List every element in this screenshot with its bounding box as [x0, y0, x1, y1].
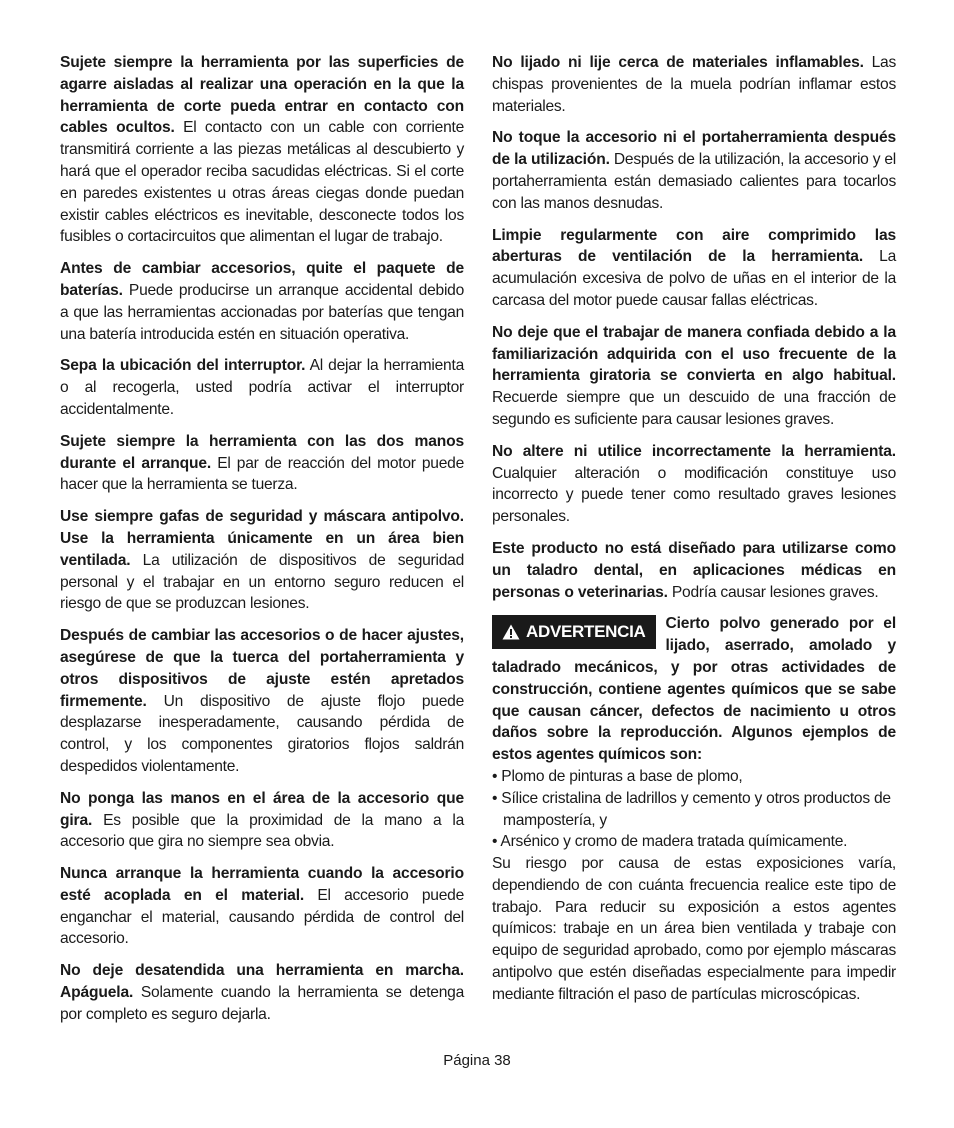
safety-paragraph: Sujete siempre la herramienta por las superficies de agarre aisladas al realizar una operación en la que la herramienta de corte pueda entrar en contacto con cables ocultos. El contacto con un cable con corriente transmitirá corriente a las piezas metálicas al descubierto y hará que el operador reciba sacudidas eléctricas. Si el corte en paredes existentes u otras áreas ciegas donde puedan existir cables eléctricos es inevitable, desconecte todos los fusibles o cortacircuitos que alimentan el lugar de trabajo. [60, 54, 465, 246]
list-item: • Sílice cristalina de ladrillos y cemento y otros productos de mampostería, y [492, 789, 891, 829]
safety-paragraph: Nunca arranque la herramienta cuando la accesorio esté acoplada en el material. El accesorio puede enganchar el material, causando pérdida de control del accesorio. [60, 865, 464, 948]
safety-paragraph: Antes de cambiar accesorios, quite el paquete de baterías. Puede producirse un arranque accidental debido a que las herramientas accionadas por baterías que tengan una batería introducida estén en situación operativa. [60, 260, 464, 343]
safety-paragraph: Sepa la ubicación del interruptor. Al dejar la herramienta o al recogerla, usted podría activar el interruptor accidentalmente. [60, 357, 464, 418]
warning-label: ADVERTENCIA [526, 622, 646, 642]
safety-paragraph: No deje que el trabajar de manera confiada debido a la familiarización adquirida con el uso frecuente de la herramienta giratoria se convierta en algo habitual. Recuerde siempre que un descuido de una fracción de segundo es suficiente para causar lesiones graves. [492, 323, 896, 428]
chemical-list [492, 766, 896, 853]
safety-paragraph: Use siempre gafas de seguridad y máscara antipolvo. Use la herramienta únicamente en un área bien ventilada. La utilización de dispositivos de seguridad personal y el trabajar en un entorno seguro reducen el riesgo de que se produzcan lesiones. [60, 508, 464, 613]
warning-triangle-icon [502, 624, 520, 640]
list-item: • Arsénico y cromo de madera tratada químicamente. [492, 833, 848, 851]
right-column [492, 52, 896, 1016]
safety-paragraph: No deje desatendida una herramienta en marcha. Apáguela. Solamente cuando la herramienta se detenga por completo es seguro dejarla. [60, 962, 464, 1023]
list-item: • Plomo de pinturas a base de plomo, [492, 767, 743, 785]
warning-text: Cierto polvo generado por el lijado, aserrado, amolado y taladrado mecánicos, y por otras actividades de construcción, contiene agentes químicos que se sabe que causan cáncer, defectos de nacimiento u otros daños sobre la reproducción. Algunos ejemplos de estos agentes químicos son: [492, 615, 896, 764]
warning-badge [492, 615, 656, 649]
page-number: Página 38 [443, 1052, 511, 1069]
safety-paragraph: No ponga las manos en el área de la accesorio que gira. Es posible que la proximidad de la mano a la accesorio que gira no siempre sea obvia. [60, 789, 464, 851]
safety-paragraph: No toque la accesorio ni el portaherramienta después de la utilización. Después de la utilización, la accesorio y el portaherramienta están demasiado calientes para tocarlos con las manos desnudas. [492, 129, 896, 212]
safety-paragraph: Después de cambiar las accesorios o de hacer ajustes, asegúrese de que la tuerca del portaherramienta y otros dispositivos de ajuste estén apretados firmemente. Un dispositivo de ajuste flojo puede desplazarse inesperadamente, causando pérdida de control, y los componentes giratorios flojos saldrán despedidos violentamente. [60, 627, 464, 775]
left-column [60, 52, 464, 1036]
warning-closing: Su riesgo por causa de estas exposiciones varía, dependiendo de con cuánta frecuencia realice este tipo de trabajo. Para reducir su exposición a estos agentes químicos: trabaje en un área bien ventilada y trabaje con equipo de seguridad aprobado, como por ejemplo máscaras antipolvo que estén diseñadas especialmente para impedir mediante filtración el paso de partículas microscópicas. [492, 855, 896, 1003]
safety-paragraph: No lijado ni lije cerca de materiales inflamables. Las chispas provenientes de la muela podrían inflamar estos materiales. [492, 54, 896, 115]
safety-paragraph: No altere ni utilice incorrectamente la herramienta. Cualquier alteración o modificación constituye uso incorrecto y puede tener como resultado graves lesiones personales. [492, 442, 896, 526]
safety-paragraph: Este producto no está diseñado para utilizarse como un taladro dental, en aplicaciones médicas en personas o veterinarias. Podría causar lesiones graves. [492, 539, 896, 601]
safety-paragraph: Sujete siempre la herramienta con las dos manos durante el arranque. El par de reacción del motor puede hacer que la herramienta se tuerza. [60, 432, 464, 494]
warning-block [492, 613, 896, 766]
safety-paragraph: Limpie regularmente con aire comprimido las aberturas de ventilación de la herramienta. La acumulación excesiva de polvo de uñas en el interior de la carcasa del motor puede causar fallas eléctricas. [492, 226, 896, 309]
